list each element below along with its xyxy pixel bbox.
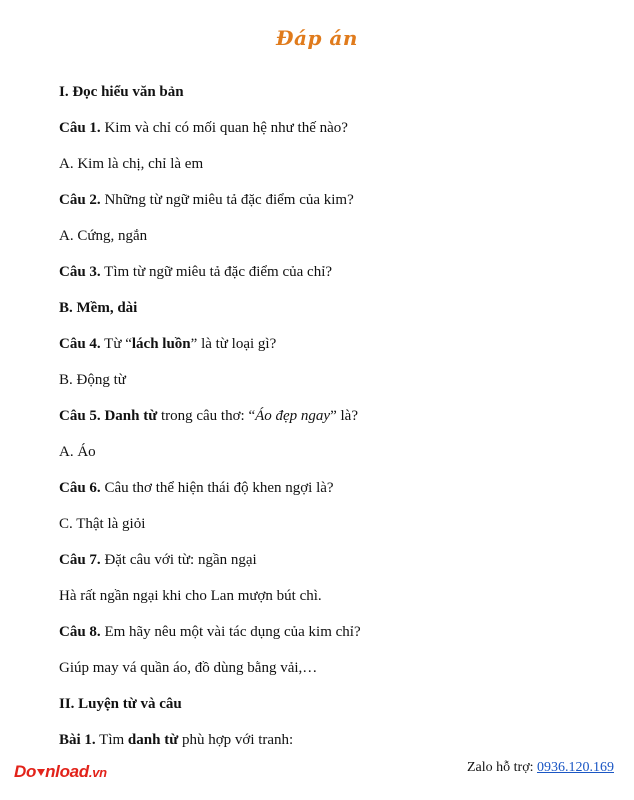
download-arrow-icon	[37, 769, 45, 776]
answer-6: C. Thật là giỏi	[59, 516, 146, 532]
exercise-label: Bài 1.	[59, 732, 96, 748]
question-4	[59, 334, 579, 370]
question-text: trong câu thơ: “	[157, 408, 256, 424]
answer-4: B. Động từ	[59, 372, 126, 388]
question-label: Câu 2.	[59, 192, 101, 208]
zalo-label: Zalo hỗ trợ:	[467, 760, 537, 775]
zalo-support	[467, 760, 614, 776]
answer-1: A. Kim là chị, chỉ là em	[59, 156, 204, 172]
question-text: Đặt câu với từ: ngần ngại	[100, 552, 257, 568]
answer-3: B. Mềm, dài	[59, 300, 138, 316]
download-vn-logo[interactable]	[14, 762, 107, 782]
question-label: Câu 5.	[59, 408, 101, 424]
question-text: Từ “	[100, 336, 132, 352]
section-heading-vocabulary: II. Luyện từ và câu	[59, 696, 182, 712]
zalo-phone-link[interactable]: 0936.120.169	[537, 760, 614, 775]
question-2	[59, 190, 579, 226]
exercise-text: phù hợp với tranh:	[178, 732, 294, 748]
question-quote: Áo đẹp ngay	[255, 408, 331, 424]
exercise-text: Tìm	[95, 732, 128, 748]
logo-text: Do	[14, 762, 37, 781]
answer-content	[59, 82, 579, 766]
question-label: Câu 8.	[59, 624, 101, 640]
question-6	[59, 478, 579, 514]
question-text: ” là từ loại gì?	[190, 336, 277, 352]
question-text: Kim và chỉ có mối quan hệ như thế nào?	[100, 120, 348, 136]
answer-2: A. Cứng, ngắn	[59, 228, 148, 244]
question-5	[59, 406, 579, 442]
question-label: Câu 3.	[59, 264, 101, 280]
question-label: Câu 6.	[59, 480, 101, 496]
question-keyword: lách luồn	[131, 336, 191, 352]
question-text: ” là?	[330, 408, 358, 424]
question-7	[59, 550, 579, 586]
page-title: Đáp án	[276, 26, 358, 50]
question-label: Câu 1.	[59, 120, 101, 136]
question-3	[59, 262, 579, 298]
question-text: Em hãy nêu một vài tác dụng của kim chỉ?	[100, 624, 361, 640]
logo-text: nload	[45, 762, 89, 781]
question-8	[59, 622, 579, 658]
question-keyword: Danh từ	[100, 408, 158, 424]
question-text: Những từ ngữ miêu tả đặc điểm của kim?	[100, 192, 354, 208]
logo-domain: .vn	[88, 765, 107, 780]
exercise-keyword: danh từ	[127, 732, 179, 748]
answer-5: A. Áo	[59, 444, 96, 460]
section-heading-reading: I. Đọc hiểu văn bản	[59, 84, 184, 100]
question-label: Câu 4.	[59, 336, 101, 352]
question-text: Câu thơ thể hiện thái độ khen ngợi là?	[100, 480, 334, 496]
question-text: Tìm từ ngữ miêu tả đặc điểm của chỉ?	[100, 264, 333, 280]
question-1	[59, 118, 579, 154]
question-label: Câu 7.	[59, 552, 101, 568]
answer-7: Hà rất ngần ngại khi cho Lan mượn bút chì.	[59, 588, 322, 604]
answer-8: Giúp may vá quần áo, đồ dùng bằng vải,…	[59, 660, 318, 676]
